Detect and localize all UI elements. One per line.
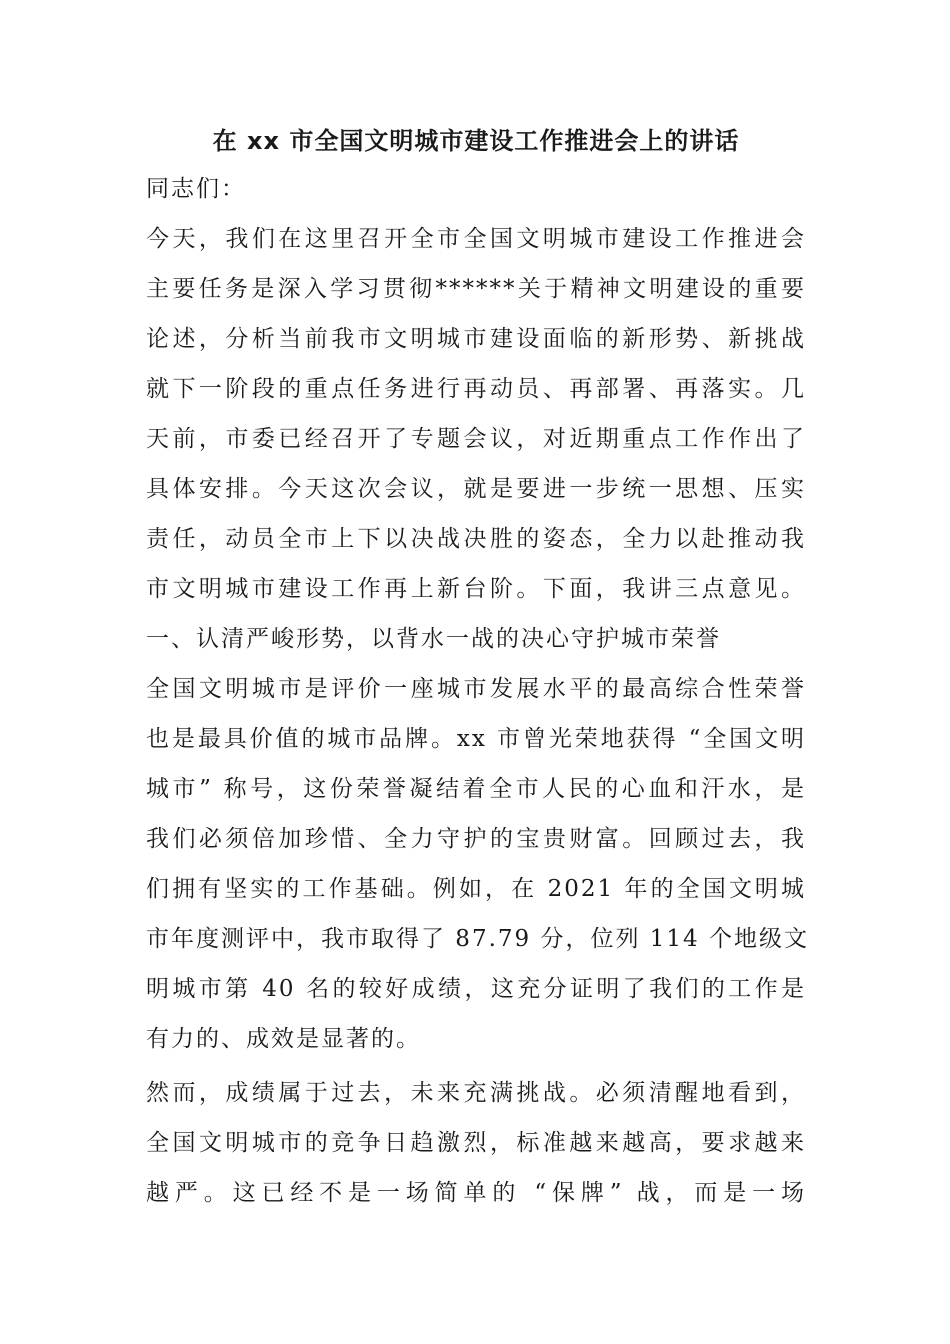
paragraph-challenge: [146, 1068, 806, 1218]
text-line: 们拥有坚实的工作基础。例如，在 2021 年的全国文明城: [146, 876, 806, 902]
document-page: [146, 118, 809, 1218]
text-line: 就下一阶段的重点任务进行再动员、再部署、再落实。几: [146, 376, 806, 402]
text-line: 城市” 称号，这份荣誉凝结着全市人民的心血和汗水，是: [146, 776, 806, 802]
section-heading-1: [146, 614, 806, 664]
paragraph-honor: [146, 664, 809, 1064]
text-line: 市年度测评中，我市取得了 87.79 分，位列 114 个地级文: [146, 926, 809, 952]
text-line: 然而，成绩属于过去，未来充满挑战。必须清醒地看到，: [146, 1080, 806, 1106]
text-line: 全国文明城市的竞争日趋激烈，标准越来越高，要求越来: [146, 1130, 806, 1156]
text-line: 天前，市委已经召开了专题会议，对近期重点工作作出了: [146, 426, 806, 452]
text-line: 主要任务是深入学习贯彻******关于精神文明建设的重要: [146, 276, 806, 302]
document-title: 在 xx 市全国文明城市建设工作推进会上的讲话: [212, 127, 740, 155]
text-line: 论述，分析当前我市文明城市建设面临的新形势、新挑战: [146, 326, 806, 352]
text-line: 今天，我们在这里召开全市全国文明城市建设工作推进会: [146, 226, 806, 252]
text-line: 也是最具价值的城市品牌。xx 市曾光荣地获得 “全国文明: [146, 726, 806, 752]
section-heading-text: 一、认清严峻形势，以背水一战的决心守护城市荣誉: [146, 626, 721, 652]
text-line: 全国文明城市是评价一座城市发展水平的最高综合性荣誉: [146, 676, 806, 702]
text-line: 责任，动员全市上下以决战决胜的姿态，全力以赴推动我: [146, 526, 806, 552]
greeting: 同志们：: [146, 176, 246, 202]
text-line: 明城市第 40 名的较好成绩，这充分证明了我们的工作是: [146, 976, 806, 1002]
text-line: 具体安排。今天这次会议，就是要进一步统一思想、压实: [146, 476, 806, 502]
text-line: 越严。这已经不是一场简单的 “保牌” 战，而是一场: [146, 1180, 806, 1206]
text-line: 有力的、成效是显著的。: [146, 1026, 421, 1052]
paragraph-intro: [146, 214, 806, 614]
text-line: 市文明城市建设工作再上新台阶。下面，我讲三点意见。: [146, 576, 806, 602]
text-line: 我们必须倍加珍惜、全力守护的宝贵财富。回顾过去，我: [146, 826, 806, 852]
